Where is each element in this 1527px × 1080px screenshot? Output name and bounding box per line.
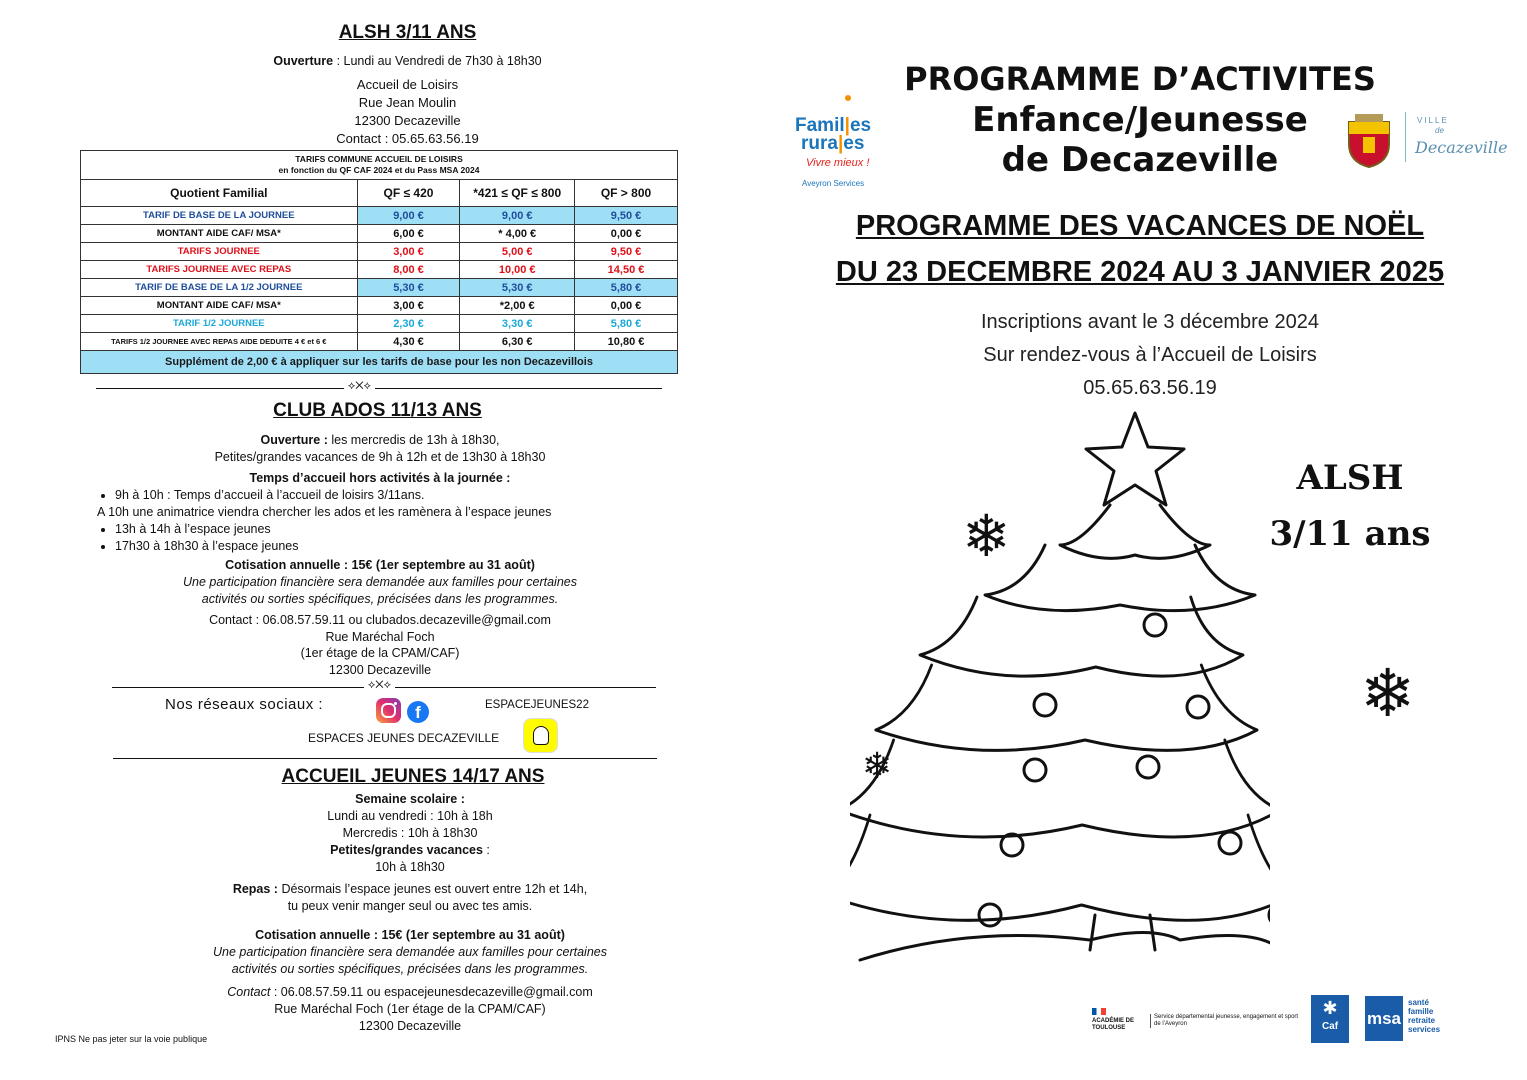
- accueil-address-line: Rue Maréchal Foch (1er étage de la CPAM/CAF): [274, 1002, 546, 1016]
- tarif-value: 5,30 €: [460, 279, 575, 297]
- accueil-participation: activités ou sorties spécifiques, précisées dans les programmes.: [231, 962, 589, 976]
- main-subtitle: [900, 100, 1380, 180]
- tarif-value: 4,30 €: [357, 333, 460, 351]
- club-contact-block: [130, 612, 630, 678]
- familles-line1b: es: [849, 115, 872, 136]
- coat-of-arms-icon: [1345, 112, 1393, 168]
- header-qf-mid: *421 ≤ QF ≤ 800: [460, 180, 575, 207]
- accueil-contact-label: Contact: [227, 985, 271, 999]
- familles-text: Famil|es rura|es: [795, 115, 872, 154]
- tarif-row: [81, 261, 678, 279]
- tarif-row: [81, 297, 678, 315]
- christmas-tree-illustration: [850, 405, 1270, 985]
- tarifs-header-row: [81, 180, 678, 207]
- inscriptions-date: Inscriptions avant le 3 décembre 2024: [981, 311, 1319, 333]
- tarif-label: TARIF DE BASE DE LA 1/2 JOURNEE: [81, 279, 358, 297]
- club-note: A 10h une animatrice viendra chercher les ados et les ramènera à l’espace jeunes: [97, 505, 552, 519]
- tarifs-table: [80, 150, 678, 374]
- club-temps-title: Temps d’accueil hors activités à la journée :: [249, 471, 511, 485]
- academie-logo: [1092, 1008, 1142, 1032]
- main-title: [840, 60, 1440, 98]
- accueil-semaine-line: Lundi au vendredi : 10h à 18h: [327, 809, 493, 823]
- inscriptions-phone: 05.65.63.56.19: [1083, 377, 1217, 399]
- familles-tag: Vivre mieux !: [806, 157, 870, 169]
- accueil-repas-text: Désormais l’espace jeunes est ouvert entre 12h et 14h,: [277, 882, 588, 896]
- club-bullet: • 9h à 10h : Temps d’accueil à l’accueil de loisirs 3/11ans.: [115, 487, 657, 504]
- academie-text: ACADÉMIE DE TOULOUSE: [1092, 1018, 1135, 1031]
- familles-line2b: es: [843, 133, 865, 154]
- club-bullet: • 13h à 14h à l’espace jeunes: [115, 521, 657, 538]
- alsh-address: [250, 76, 565, 148]
- club-ouverture-text: les mercredis de 13h à 18h30,: [327, 433, 500, 447]
- social-label: Nos réseaux sociaux :: [165, 696, 324, 713]
- accueil-semaine-title: Semaine scolaire :: [355, 792, 465, 806]
- alsh-address-line: Accueil de Loisirs: [356, 77, 459, 92]
- accueil-address-line: 12300 Decazeville: [358, 1019, 462, 1033]
- familles-line1: Famil: [795, 115, 845, 136]
- familles-sub: Aveyron Services: [802, 179, 865, 188]
- club-contact: Contact : 06.08.57.59.11 ou clubados.decazeville@gmail.com: [209, 613, 551, 627]
- header-qf-high: QF > 800: [575, 180, 678, 207]
- alsh-badge-line2: 3/11 ans: [1269, 514, 1431, 554]
- accueil-repas-block: [160, 881, 660, 915]
- club-ouverture-line2: Petites/grandes vacances de 9h à 12h et de 13h30 à 18h30: [214, 450, 546, 464]
- accueil-semaine-line: Mercredis : 10h à 18h30: [342, 826, 478, 840]
- caf-logo: [1311, 995, 1349, 1043]
- accueil-semaine-block: [210, 791, 610, 876]
- tarif-value: 6,00 €: [357, 225, 460, 243]
- tarif-value: 9,50 €: [575, 243, 678, 261]
- tarif-value: 0,00 €: [575, 297, 678, 315]
- snowflake-icon: ❄: [962, 504, 1011, 569]
- accueil-cotisation-block: [160, 927, 660, 978]
- service-jeunesse-text: Service départemental jeunesse, engagement et sport de l’Aveyron: [1150, 1014, 1304, 1028]
- accueil-vacances-colon: :: [482, 843, 490, 857]
- alsh-ouverture-label: Ouverture: [273, 54, 334, 68]
- alsh-title: ALSH 3/11 ANS: [338, 22, 477, 43]
- tarif-value: *2,00 €: [460, 297, 575, 315]
- tarif-row: [81, 243, 678, 261]
- tarif-label: TARIFS JOURNEE: [81, 243, 358, 261]
- tarif-row: [81, 333, 678, 351]
- msa-logo: msa: [1365, 996, 1403, 1041]
- vacances-title-line1: PROGRAMME DES VACANCES DE NOËL: [855, 210, 1425, 242]
- msa-tagline: [1408, 998, 1440, 1034]
- snowflake-icon: ❄: [1360, 656, 1416, 730]
- tarif-value: * 4,00 €: [460, 225, 575, 243]
- vacances-title: [800, 203, 1480, 295]
- tarif-row: [81, 225, 678, 243]
- alsh-ouverture-text: : Lundi au Vendredi de 7h30 à 18h30: [333, 54, 542, 68]
- tarif-value: 2,30 €: [357, 315, 460, 333]
- ville-name: Decazeville: [1415, 138, 1508, 157]
- msa-line: santé: [1408, 998, 1429, 1007]
- ville-small: VILLE: [1417, 116, 1449, 125]
- familles-rurales-logo: [790, 95, 890, 190]
- main-title-line1: PROGRAMME D’ACTIVITES: [904, 60, 1376, 98]
- club-schedule: [97, 487, 657, 555]
- club-cotisation: Cotisation annuelle : 15€ (1er septembre au 31 août): [225, 558, 535, 572]
- tarif-value: 3,00 €: [357, 297, 460, 315]
- club-participation: activités ou sorties spécifiques, précisées dans les programmes.: [201, 592, 559, 606]
- separator-line: [113, 758, 657, 759]
- tarif-label: MONTANT AIDE CAF/ MSA*: [81, 225, 358, 243]
- header-qf-low: QF ≤ 420: [357, 180, 460, 207]
- alsh-ouverture: [200, 53, 615, 70]
- star-icon: [1086, 413, 1184, 505]
- accueil-cotisation: Cotisation annuelle : 15€ (1er septembre au 31 août): [255, 928, 565, 942]
- snapchat-icon[interactable]: [523, 718, 558, 753]
- ville-de: de: [1435, 126, 1444, 135]
- tarif-value: 9,00 €: [357, 207, 460, 225]
- familles-line2: rura: [801, 133, 838, 154]
- facebook-name: ESPACES JEUNES DECAZEVILLE: [308, 731, 500, 745]
- accueil-repas-line2: tu peux venir manger seul ou avec tes amis.: [287, 899, 533, 913]
- alsh-badge-line1: ALSH: [1296, 458, 1404, 498]
- tarifs-caption-line2: en fonction du QF CAF 2024 et du Pass MSA 2024: [278, 165, 480, 175]
- club-cotisation-block: [130, 557, 630, 608]
- tarifs-caption-line1: TARIFS COMMUNE ACCUEIL DE LOISIRS: [295, 154, 463, 164]
- accueil-vacances-hours: 10h à 18h30: [375, 860, 445, 874]
- tarif-value: 6,30 €: [460, 333, 575, 351]
- tarif-value: 8,00 €: [357, 261, 460, 279]
- social-handle: ESPACEJEUNES22: [485, 699, 589, 711]
- instagram-icon[interactable]: [376, 698, 401, 723]
- club-address-line: (1er étage de la CPAM/CAF): [300, 646, 460, 660]
- club-ouverture-label: Ouverture :: [260, 433, 328, 447]
- tarif-row: [81, 279, 678, 297]
- facebook-icon[interactable]: f: [407, 701, 429, 723]
- tarif-row: [81, 315, 678, 333]
- inscriptions-block: [900, 306, 1400, 405]
- main-title-line3: de Decazeville: [1001, 140, 1279, 180]
- tarif-value: 0,00 €: [575, 225, 678, 243]
- caf-star-icon: ✱: [1322, 998, 1338, 1018]
- tarif-label: TARIFS 1/2 JOURNEE AVEC REPAS AIDE DEDUITE 4 € et 6 €: [81, 333, 358, 351]
- alsh-address-line: Rue Jean Moulin: [358, 95, 457, 110]
- ville-logo: [1345, 112, 1508, 172]
- club-participation: Une participation financière sera demandée aux familles pour certaines: [183, 575, 577, 589]
- tarif-value: 3,00 €: [357, 243, 460, 261]
- alsh-contact: Contact : 05.65.63.56.19: [336, 131, 479, 146]
- tarif-value: 5,80 €: [575, 279, 678, 297]
- tarif-value: 5,80 €: [575, 315, 678, 333]
- separator-line: [96, 388, 662, 389]
- msa-line: famille: [1408, 1007, 1434, 1016]
- caf-text: Caf: [1321, 1021, 1339, 1032]
- accueil-contact-block: [160, 984, 660, 1035]
- footer-note: IPNS Ne pas jeter sur la voie publique: [55, 1034, 208, 1044]
- tarif-row: [81, 207, 678, 225]
- tarif-value: 5,30 €: [357, 279, 460, 297]
- tarif-label: TARIFS JOURNEE AVEC REPAS: [81, 261, 358, 279]
- ornament-icon: ⟡✕⟡: [344, 380, 375, 393]
- vacances-title-line2: DU 23 DECEMBRE 2024 AU 3 JANVIER 2025: [835, 256, 1445, 288]
- tarif-value: 10,80 €: [575, 333, 678, 351]
- accueil-title: ACCUEIL JEUNES 14/17 ANS: [281, 766, 545, 787]
- tarif-value: 9,00 €: [460, 207, 575, 225]
- alsh-address-line: 12300 Decazeville: [354, 113, 461, 128]
- tarif-value: 14,50 €: [575, 261, 678, 279]
- club-address-line: 12300 Decazeville: [328, 662, 432, 677]
- header-quotient: Quotient Familial: [81, 180, 358, 207]
- club-bullet: • 17h30 à 18h30 à l’espace jeunes: [115, 538, 657, 555]
- tarif-label: TARIF 1/2 JOURNEE: [81, 315, 358, 333]
- accueil-repas-label: Repas :: [232, 882, 278, 896]
- alsh-badge: [1250, 450, 1450, 562]
- club-ouverture: [150, 432, 610, 487]
- msa-line: services: [1408, 1025, 1441, 1034]
- club-title: CLUB ADOS 11/13 ANS: [273, 400, 482, 421]
- tarif-value: 9,50 €: [575, 207, 678, 225]
- supplement-row: [81, 351, 678, 374]
- tarif-label: MONTANT AIDE CAF/ MSA*: [81, 297, 358, 315]
- supplement-text: Supplément de 2,00 € à appliquer sur les tarifs de base pour les non Decazevillois: [81, 351, 678, 374]
- main-title-line2: Enfance/Jeunesse: [972, 100, 1308, 140]
- tarif-value: 10,00 €: [460, 261, 575, 279]
- inscriptions-rdv: Sur rendez-vous à l’Accueil de Loisirs: [983, 344, 1317, 366]
- tarif-value: 5,00 €: [460, 243, 575, 261]
- accueil-participation: Une participation financière sera demandée aux familles pour certaines: [213, 945, 607, 959]
- snowflake-icon: ❄: [862, 745, 893, 786]
- accueil-contact-text: : 06.08.57.59.11 ou espacejeunesdecazeville@gmail.com: [270, 985, 593, 999]
- club-address-line: Rue Maréchal Foch: [325, 629, 435, 644]
- tarifs-body: [81, 207, 678, 351]
- tarif-value: 3,30 €: [460, 315, 575, 333]
- msa-line: retraite: [1408, 1016, 1436, 1025]
- tarifs-caption: [81, 151, 678, 180]
- accueil-vacances-title: Petites/grandes vacances: [330, 843, 483, 857]
- tarifs-caption-row: [81, 151, 678, 180]
- tarif-label: TARIF DE BASE DE LA JOURNEE: [81, 207, 358, 225]
- ornament-icon: ⟡✕⟡: [364, 679, 395, 692]
